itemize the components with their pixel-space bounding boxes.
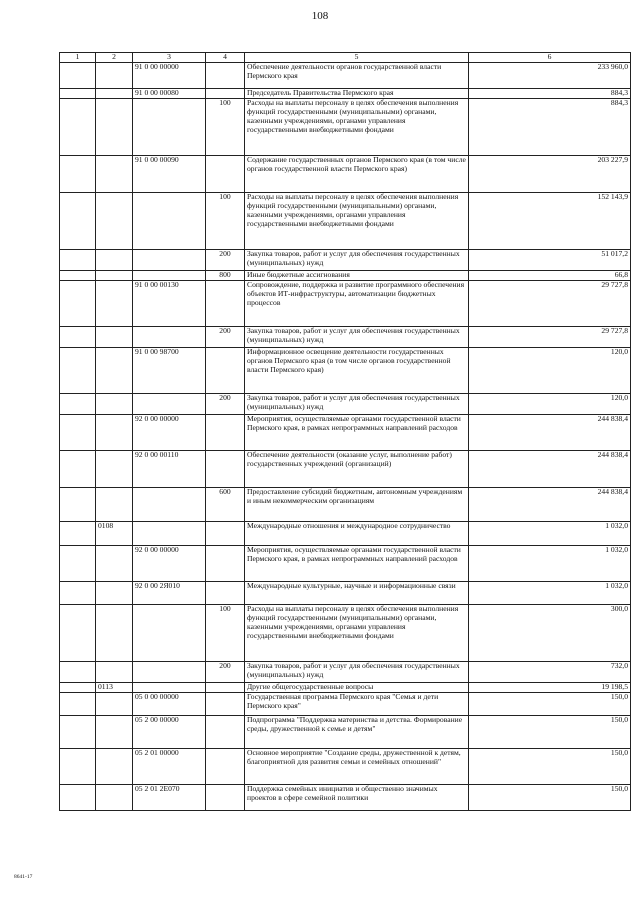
cell-c3: 91 0 00 00080 [133, 89, 206, 99]
cell-c5: Основное мероприятие "Создание среды, дружественной к детям, благоприятной для развития семьи и семейных отношений" [245, 749, 469, 785]
cell-c3: 05 2 01 2Е070 [133, 785, 206, 811]
cell-c2 [96, 749, 133, 785]
cell-c3 [133, 662, 206, 683]
cell-c5: Международные отношения и международное сотрудничество [245, 522, 469, 546]
header-col-1: 1 [60, 53, 96, 63]
table-row [60, 546, 631, 582]
table-row [60, 89, 631, 99]
cell-c3: 05 2 01 00000 [133, 749, 206, 785]
cell-c3 [133, 394, 206, 415]
cell-c4: 200 [206, 250, 245, 271]
cell-c2 [96, 250, 133, 271]
cell-c3: 91 0 00 00090 [133, 156, 206, 193]
header-col-5: 5 [245, 53, 469, 63]
cell-c5: Расходы на выплаты персоналу в целях обеспечения выполнения функций государственными (муниципальными) органами, казенными учреждениями, органами управления государственными внебюджетными фондами [245, 605, 469, 662]
cell-c6: 732,0 [469, 662, 631, 683]
table-row [60, 451, 631, 488]
cell-c6: 150,0 [469, 749, 631, 785]
cell-c4 [206, 415, 245, 451]
cell-c6: 1 032,0 [469, 522, 631, 546]
page-number: 108 [311, 10, 329, 22]
cell-c3: 92 0 00 00110 [133, 451, 206, 488]
cell-c6: 244 838,4 [469, 451, 631, 488]
cell-c4: 200 [206, 327, 245, 348]
cell-c6: 29 727,8 [469, 327, 631, 348]
cell-c1 [60, 63, 96, 89]
cell-c2: 0113 [96, 683, 133, 693]
cell-c6: 1 032,0 [469, 582, 631, 605]
table-row [60, 749, 631, 785]
cell-c5: Председатель Правительства Пермского края [245, 89, 469, 99]
cell-c6: 120,0 [469, 394, 631, 415]
cell-c6: 51 017,2 [469, 250, 631, 271]
header-col-2: 2 [96, 53, 133, 63]
table-row [60, 662, 631, 683]
cell-c1 [60, 488, 96, 522]
footer-code: 8641-17 [14, 874, 33, 880]
cell-c2 [96, 785, 133, 811]
cell-c3: 91 0 00 98700 [133, 348, 206, 394]
cell-c4 [206, 749, 245, 785]
cell-c3: 91 0 00 00130 [133, 281, 206, 327]
cell-c3 [133, 99, 206, 156]
table-row [60, 327, 631, 348]
table-row [60, 693, 631, 716]
cell-c1 [60, 99, 96, 156]
cell-c2: 0108 [96, 522, 133, 546]
cell-c5: Обеспечение деятельности органов государственной власти Пермского края [245, 63, 469, 89]
cell-c6: 150,0 [469, 716, 631, 749]
cell-c2 [96, 99, 133, 156]
cell-c4 [206, 546, 245, 582]
cell-c1 [60, 693, 96, 716]
cell-c1 [60, 394, 96, 415]
cell-c4 [206, 348, 245, 394]
cell-c6: 150,0 [469, 693, 631, 716]
cell-c4: 100 [206, 605, 245, 662]
cell-c5: Поддержка семейных инициатив и общественно значимых проектов в сфере семейной политики [245, 785, 469, 811]
cell-c4: 200 [206, 662, 245, 683]
cell-c5: Мероприятия, осуществляемые органами государственной власти Пермского края, в рамках непрограммных направлений расходов [245, 546, 469, 582]
cell-c5: Мероприятия, осуществляемые органами государственной власти Пермского края, в рамках непрограммных направлений расходов [245, 415, 469, 451]
cell-c2 [96, 605, 133, 662]
cell-c2 [96, 271, 133, 281]
cell-c6: 19 198,5 [469, 683, 631, 693]
cell-c3 [133, 271, 206, 281]
cell-c3 [133, 605, 206, 662]
cell-c5: Закупка товаров, работ и услуг для обеспечения государственных (муниципальных) нужд [245, 394, 469, 415]
cell-c3: 92 0 00 00000 [133, 546, 206, 582]
cell-c5: Содержание государственных органов Пермского края (в том числе органов государственной власти Пермского края) [245, 156, 469, 193]
cell-c1 [60, 716, 96, 749]
header-col-3: 3 [133, 53, 206, 63]
table-row [60, 605, 631, 662]
cell-c2 [96, 193, 133, 250]
table-row [60, 250, 631, 271]
cell-c6: 300,0 [469, 605, 631, 662]
cell-c5: Расходы на выплаты персоналу в целях обеспечения выполнения функций государственными (муниципальными) органами, казенными учреждениями, органами управления государственными внебюджетными фондами [245, 99, 469, 156]
cell-c5: Расходы на выплаты персоналу в целях обеспечения выполнения функций государственными (муниципальными) органами, казенными учреждениями, органами управления государственными внебюджетными фондами [245, 193, 469, 250]
budget-table [59, 52, 631, 811]
cell-c3 [133, 327, 206, 348]
cell-c2 [96, 327, 133, 348]
cell-c3: 92 0 00 00000 [133, 415, 206, 451]
cell-c5: Другие общегосударственные вопросы [245, 683, 469, 693]
table-row [60, 716, 631, 749]
cell-c1 [60, 156, 96, 193]
cell-c1 [60, 683, 96, 693]
cell-c4 [206, 785, 245, 811]
cell-c2 [96, 156, 133, 193]
cell-c3: 92 0 00 2Я010 [133, 582, 206, 605]
cell-c2 [96, 63, 133, 89]
cell-c5: Государственная программа Пермского края "Семья и дети Пермского края" [245, 693, 469, 716]
cell-c1 [60, 605, 96, 662]
cell-c2 [96, 281, 133, 327]
cell-c1 [60, 415, 96, 451]
cell-c1 [60, 785, 96, 811]
cell-c4 [206, 683, 245, 693]
cell-c2 [96, 89, 133, 99]
cell-c1 [60, 749, 96, 785]
cell-c1 [60, 89, 96, 99]
cell-c5: Иные бюджетные ассигнования [245, 271, 469, 281]
cell-c5: Информационное освещение деятельности государственных органов Пермского края (в том числе органов государственной власти Пермского края) [245, 348, 469, 394]
cell-c6: 884,3 [469, 99, 631, 156]
table-row [60, 281, 631, 327]
table-row [60, 63, 631, 89]
cell-c6: 66,8 [469, 271, 631, 281]
cell-c4 [206, 281, 245, 327]
cell-c2 [96, 488, 133, 522]
cell-c2 [96, 582, 133, 605]
cell-c1 [60, 451, 96, 488]
cell-c3 [133, 193, 206, 250]
cell-c1 [60, 193, 96, 250]
cell-c2 [96, 451, 133, 488]
cell-c5: Обеспечение деятельности (оказание услуг, выполнение работ) государственных учреждений (организаций) [245, 451, 469, 488]
cell-c3 [133, 488, 206, 522]
cell-c3: 05 0 00 00000 [133, 693, 206, 716]
cell-c4: 100 [206, 193, 245, 250]
cell-c1 [60, 327, 96, 348]
cell-c6: 1 032,0 [469, 546, 631, 582]
cell-c3: 91 0 00 00000 [133, 63, 206, 89]
cell-c5: Закупка товаров, работ и услуг для обеспечения государственных (муниципальных) нужд [245, 662, 469, 683]
cell-c2 [96, 662, 133, 683]
cell-c5: Подпрограмма "Поддержка материнства и детства. Формирование среды, дружественной к семье и детям" [245, 716, 469, 749]
cell-c3 [133, 683, 206, 693]
table-row [60, 683, 631, 693]
table-row [60, 156, 631, 193]
cell-c2 [96, 546, 133, 582]
cell-c1 [60, 250, 96, 271]
cell-c6: 244 838,4 [469, 488, 631, 522]
cell-c4 [206, 156, 245, 193]
cell-c4 [206, 693, 245, 716]
cell-c2 [96, 693, 133, 716]
cell-c1 [60, 281, 96, 327]
table-row [60, 415, 631, 451]
cell-c4 [206, 522, 245, 546]
cell-c4 [206, 716, 245, 749]
cell-c1 [60, 662, 96, 683]
cell-c6: 203 227,9 [469, 156, 631, 193]
table-header-row [60, 53, 631, 63]
cell-c1 [60, 348, 96, 394]
cell-c1 [60, 271, 96, 281]
cell-c4: 100 [206, 99, 245, 156]
cell-c4 [206, 582, 245, 605]
cell-c3 [133, 250, 206, 271]
cell-c6: 29 727,8 [469, 281, 631, 327]
table-row [60, 785, 631, 811]
cell-c6: 120,0 [469, 348, 631, 394]
cell-c1 [60, 546, 96, 582]
cell-c1 [60, 582, 96, 605]
cell-c4 [206, 89, 245, 99]
table-row [60, 582, 631, 605]
cell-c5: Закупка товаров, работ и услуг для обеспечения государственных (муниципальных) нужд [245, 250, 469, 271]
table-row [60, 193, 631, 250]
cell-c5: Сопровождение, поддержка и развитие программного обеспечения объектов ИТ-инфраструктуры, автоматизации бюджетных процессов [245, 281, 469, 327]
table-row [60, 99, 631, 156]
cell-c2 [96, 394, 133, 415]
table-row [60, 394, 631, 415]
cell-c2 [96, 348, 133, 394]
cell-c6: 150,0 [469, 785, 631, 811]
table-row [60, 348, 631, 394]
header-col-6: 6 [469, 53, 631, 63]
cell-c6: 233 960,0 [469, 63, 631, 89]
cell-c2 [96, 716, 133, 749]
cell-c1 [60, 522, 96, 546]
cell-c4: 800 [206, 271, 245, 281]
header-col-4: 4 [206, 53, 245, 63]
table-row [60, 488, 631, 522]
cell-c5: Предоставление субсидий бюджетным, автономным учреждениям и иным некоммерческим организациям [245, 488, 469, 522]
cell-c4 [206, 451, 245, 488]
cell-c6: 884,3 [469, 89, 631, 99]
cell-c2 [96, 415, 133, 451]
cell-c5: Международные культурные, научные и информационные связи [245, 582, 469, 605]
cell-c4 [206, 63, 245, 89]
cell-c3 [133, 522, 206, 546]
cell-c6: 152 143,9 [469, 193, 631, 250]
cell-c4: 600 [206, 488, 245, 522]
cell-c5: Закупка товаров, работ и услуг для обеспечения государственных (муниципальных) нужд [245, 327, 469, 348]
table-row [60, 522, 631, 546]
table-row [60, 271, 631, 281]
cell-c4: 200 [206, 394, 245, 415]
cell-c3: 05 2 00 00000 [133, 716, 206, 749]
cell-c6: 244 838,4 [469, 415, 631, 451]
